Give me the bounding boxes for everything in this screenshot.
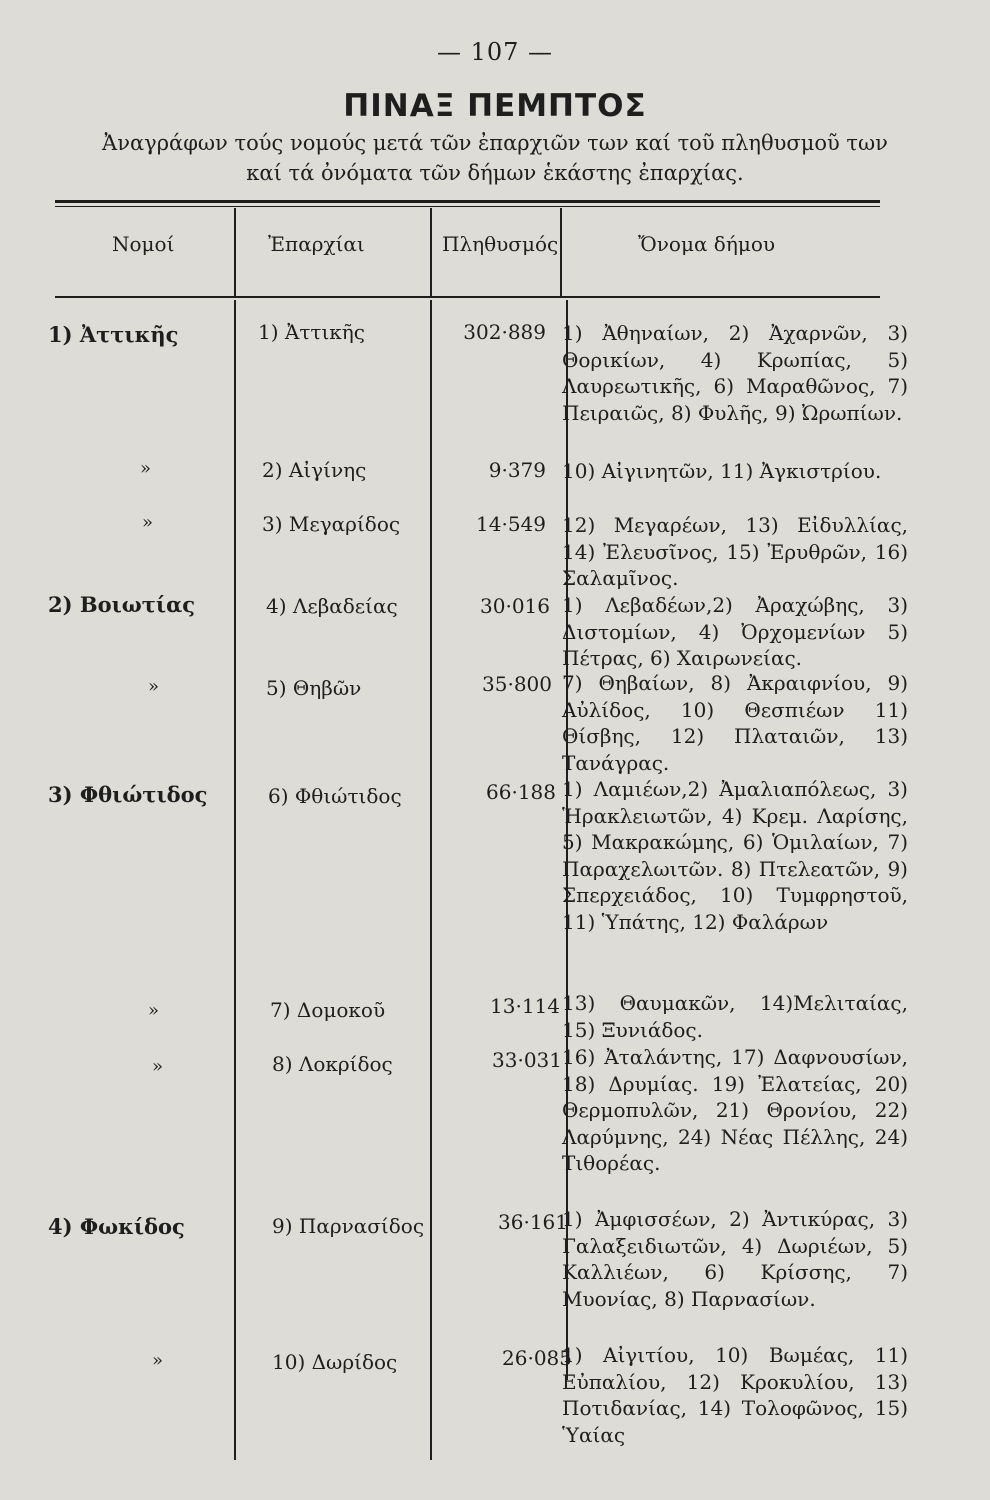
population-value: 26·085 — [502, 1346, 572, 1370]
demoi-list: 10) Αἰγινητῶν, 11) Ἀγκιστρίου. — [562, 459, 882, 483]
top-rule-thick — [55, 200, 880, 203]
column-divider-2 — [430, 208, 432, 296]
page-number: — 107 — — [436, 38, 554, 66]
top-rule-thin — [55, 206, 880, 207]
demoi-list: 1) Λεβαδέων,2) Ἀραχώβης, 3) Διστομίων, 4) Ὀρχομενίων 5) Πέτρας, 6) Χαιρωνείας. — [562, 593, 908, 671]
demoi-list: 16) Ἀταλάντης, 17) Δαφνουσίων, 18) Δρυμίας. 19) Ἐλατείας, 20) Θερμοπυλῶν, 21) Θρονίου, 22) Λαρύμνης, 24) Νέας Πέλλης, 24) Τιθορέας. — [562, 1045, 908, 1176]
eparchia-name: 10) Δωρίδος — [272, 1350, 398, 1374]
population-value: 36·161 — [498, 1210, 568, 1234]
population-value: 14·549 — [476, 512, 546, 536]
header-plithysmos: Πληθυσμός — [442, 232, 559, 256]
ditto-mark: » — [152, 1056, 164, 1077]
column-divider-1 — [234, 208, 236, 296]
population-value: 13·114 — [490, 994, 560, 1018]
nomos-label: 4) Φωκίδος — [48, 1214, 185, 1239]
population-value: 33·031 — [492, 1048, 562, 1072]
ditto-mark: » — [142, 512, 154, 533]
table-subtitle — [0, 128, 960, 188]
ditto-mark: » — [148, 676, 160, 697]
demoi-list: 1) Ἀθηναίων, 2) Ἀχαρνῶν, 3) Θορικίων, 4) Κρωπίας, 5) Λαυρεωτικῆς, 6) Μαραθῶνος, 7) Πειραιῶς, 8) Φυλῆς, 9) Ὠρωπίων. — [562, 321, 908, 425]
eparchia-name: 8) Λοκρίδος — [272, 1052, 393, 1076]
demoi-list: 7) Θηβαίων, 8) Ἀκραιφνίου, 9) Αὐλίδος, 10) Θεσπιέων 11) Θίσβης, 12) Πλαταιῶν, 13) Τανάγρας. — [562, 671, 908, 775]
column-divider-3 — [560, 208, 562, 296]
ditto-mark: » — [152, 1350, 164, 1371]
eparchia-name: 4) Λεβαδείας — [266, 594, 398, 618]
eparchia-name: 3) Μεγαρίδος — [262, 512, 401, 536]
demoi-list: 13) Θαυμακῶν, 14)Μελιταίας, 15) Ξυνιάδος. — [562, 991, 908, 1042]
eparchia-name: 6) Φθιώτιδος — [268, 784, 402, 808]
demoi-list: 1) Λαμιέων,2) Ἀμαλιαπόλεως, 3) Ἡρακλειωτῶν, 4) Κρεμ. Λαρίσης, 5) Μακρακώμης, 6) Ὁμιλαίων, 7) Παραχελωιτῶν. 8) Πτελεατῶν, 9) Σπερχειάδος, 10) Τυμφρηστοῦ, 11) Ὑπάτης, 12) Φαλάρων — [562, 777, 908, 934]
nomos-label: 2) Βοιωτίας — [48, 592, 196, 617]
subtitle-line-2: καί τά ὀνόματα τῶν δήμων ἑκάστης ἐπαρχίας. — [246, 161, 744, 185]
header-nomoi: Νομοί — [112, 232, 175, 256]
subtitle-line-1: Ἀναγράφων τούς νομούς μετά τῶν ἐπαρχιῶν των καί τοῦ πληθυσμοῦ των — [102, 131, 888, 155]
population-value: 66·188 — [486, 780, 556, 804]
demoi-list: 1) Αἰγιτίου, 10) Βωμέας, 11) Εὐπαλίου, 12) Κροκυλίου, 13) Ποτιδανίας, 14) Τολοφῶνος, 15) Ὑαίας — [562, 1343, 908, 1447]
population-value: 302·889 — [463, 320, 546, 344]
demoi-list: 1) Ἀμφισσέων, 2) Ἀντικύρας, 3) Γαλαξειδιωτῶν, 4) Δωριέων, 5) Καλλιέων, 6) Κρίσσης, 7) Μυονίας, 8) Παρνασίων. — [562, 1207, 908, 1311]
ditto-mark: » — [148, 1000, 160, 1021]
column-divider-2-body — [430, 300, 432, 1460]
table-title: ΠΙΝΑΞ ΠΕΜΠΤΟΣ — [343, 88, 647, 124]
population-value: 9·379 — [488, 458, 546, 482]
eparchia-name: 2) Αἰγίνης — [262, 458, 367, 482]
nomos-label: 1) Ἀττικῆς — [48, 322, 179, 347]
eparchia-name: 5) Θηβῶν — [266, 676, 362, 700]
eparchia-name: 7) Δομοκοῦ — [270, 998, 386, 1022]
ditto-mark: » — [140, 458, 152, 479]
header-rule — [55, 296, 880, 298]
eparchia-name: 1) Ἀττικῆς — [258, 320, 365, 344]
population-value: 35·800 — [482, 672, 552, 696]
header-onoma-dimou: Ὄνομα δήμου — [638, 232, 776, 256]
demoi-list: 12) Μεγαρέων, 13) Εἰδυλλίας, 14) Ἐλευσῖνος, 15) Ἐρυθρῶν, 16) Σαλαμῖνος. — [562, 513, 908, 591]
nomos-label: 3) Φθιώτιδος — [48, 782, 208, 807]
header-eparchiai: Ἐπαρχίαι — [268, 232, 365, 256]
eparchia-name: 9) Παρνασίδος — [272, 1214, 425, 1238]
population-value: 30·016 — [480, 594, 550, 618]
column-divider-1-body — [234, 300, 236, 1460]
